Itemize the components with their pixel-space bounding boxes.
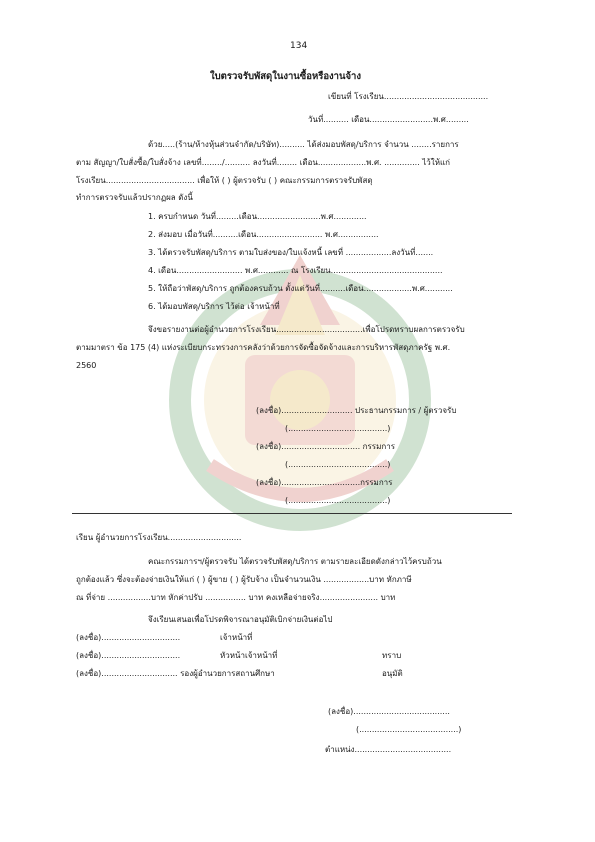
signature-chairman: (ลงชื่อ)............................ ประธานกรรมการ / ผู้ตรวจรับ	[256, 406, 457, 415]
page-title: ใบตรวจรับพัสดุในงานซื้อหรืองานจ้าง	[210, 71, 362, 82]
approval-sign-deputy: (ลงชื่อ).............................. รองผู้อำนวยการสถานศึกษา	[76, 669, 275, 678]
para1-line1: ด้วย.....(ร้าน/ห้างหุ้นส่วนจำกัด/บริษัท).......... ได้ส่งมอบพัสดุ/บริการ จำนวน ........รายการ	[148, 140, 459, 149]
approval-role-officer: เจ้าหน้าที่	[220, 633, 253, 642]
list-item: 4. เดือน.......................... พ.ศ............ ณ โรงเรียน............................................	[148, 266, 443, 275]
para3-line3: ณ ที่จ่าย .................บาท หักค่าปรับ ................ บาท คงเหลือจ่ายจริง....................... บาท	[76, 593, 396, 602]
approval-sign-head: (ลงชื่อ)...............................	[76, 651, 181, 660]
para3-line1: คณะกรรมการฯ/ผู้ตรวจรับ ได้ตรวจรับพัสดุ/บริการ ตามรายละเอียดดังกล่าวไว้ครบถ้วน	[148, 557, 442, 566]
para2-line3: 2560	[76, 361, 97, 370]
approval-action-acknowledge: ทราบ	[382, 651, 402, 660]
para1-line4: ทำการตรวจรับแล้วปรากฏผล ดังนี้	[76, 193, 193, 202]
approval-role-head: หัวหน้าเจ้าหน้าที่	[220, 651, 278, 660]
list-item: 1. ครบกำหนด วันที่.........เดือน.........................พ.ศ.............	[148, 212, 367, 221]
final-position: ตำแหน่ง......................................	[325, 745, 452, 754]
signature-name: (.......................................)	[285, 496, 391, 505]
written-at-line: เขียนที่ โรงเรียน.........................................	[328, 92, 489, 101]
list-item: 5. ให้ถือว่าพัสดุ/บริการ ถูกต้องครบถ้วน ตั้งแต่วันที่..........เดือน...................พ.ศ...........	[148, 284, 453, 293]
signature-committee-2: (ลงชื่อ)...............................กรรมการ	[256, 478, 393, 487]
para1-line3: โรงเรียน................................... เพื่อให้ ( ) ผู้ตรวจรับ ( ) คณะกรรมการตรวจรับพัสดุ	[76, 176, 373, 185]
divider-line	[72, 513, 512, 514]
date-line: วันที่.......... เดือน.........................พ.ศ.........	[308, 115, 469, 124]
final-signature-name: (.......................................)	[356, 725, 462, 734]
signature-committee-1: (ลงชื่อ)............................... กรรมการ	[256, 442, 396, 451]
school-emblem-watermark	[150, 235, 450, 535]
list-item: 6. ได้มอบพัสดุ/บริการ ไว้ต่อ เจ้าหน้าที่	[148, 302, 280, 311]
signature-name: (.......................................)	[285, 460, 391, 469]
para4: จึงเรียนเสนอเพื่อโปรดพิจารณาอนุมัติเบิกจ่ายเงินต่อไป	[148, 615, 333, 624]
para1-line2: ตาม สัญญา/ใบสั่งซื้อ/ใบสั่งจ้าง เลขที่......../.......... ลงวันที่........ เดือน...................พ.ศ. .............. ไว้ให้แก่	[76, 158, 450, 167]
approval-sign-officer: (ลงชื่อ)...............................	[76, 633, 181, 642]
approval-action-approve: อนุมัติ	[382, 669, 403, 678]
page-number: 134	[290, 41, 308, 51]
para3-line2: ถูกต้องแล้ว ซึ่งจะต้องจ่ายเงินให้แก่ ( ) ผู้ขาย ( ) ผู้รับจ้าง เป็นจำนวนเงิน ..................บาท หักภาษี	[76, 575, 412, 584]
list-item: 2. ส่งมอบ เมื่อวันที่..........เดือน.......................... พ.ศ................	[148, 230, 379, 239]
para2-line2: ตามมาตรา ข้อ 175 (4) แห่งระเบียบกระทรวงการคลังว่าด้วยการจัดซื้อจัดจ้างและการบริหารพัสดุภาครัฐ พ.ศ.	[76, 343, 451, 352]
signature-name: (.......................................)	[285, 424, 391, 433]
to-line: เรียน ผู้อำนวยการโรงเรียน.............................	[76, 533, 242, 542]
para2-line1: จึงขอรายงานต่อผู้อำนวยการโรงเรียน..................................เพื่อโปรดทราบผลการตรวจรับ	[148, 325, 465, 334]
list-item: 3. ได้ตรวจรับพัสดุ/บริการ ตามใบส่งของ/ใบแจ้งหนี้ เลขที่ ..................ลงวันที่.......	[148, 248, 434, 257]
final-signature: (ลงชื่อ)......................................	[328, 707, 450, 716]
